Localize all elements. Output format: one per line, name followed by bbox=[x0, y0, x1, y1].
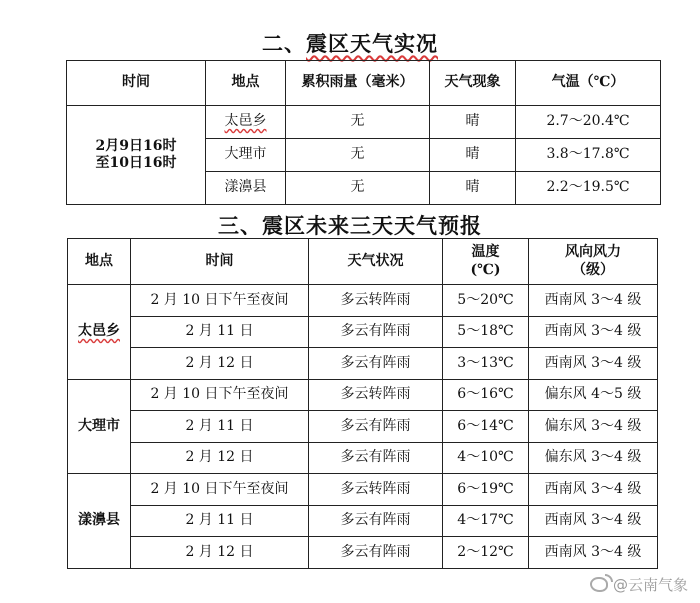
obs-header-temp: 气温（℃） bbox=[516, 61, 661, 106]
fc-header-wind: 风向风力 （级） bbox=[529, 239, 658, 285]
forecast-table bbox=[67, 238, 658, 569]
fc-temp: 4～17℃ bbox=[443, 505, 529, 537]
fc-weather: 多云有阵雨 bbox=[309, 411, 443, 443]
fc-temp: 6～16℃ bbox=[443, 379, 529, 411]
observation-table bbox=[66, 60, 661, 205]
obs-temp: 2.7～20.4℃ bbox=[516, 106, 661, 139]
weibo-watermark bbox=[590, 574, 688, 595]
fc-wind: 西南风 3～4 级 bbox=[529, 474, 658, 506]
obs-weather: 晴 bbox=[430, 139, 516, 172]
fc-time: 2 月 12 日 bbox=[131, 442, 309, 474]
table-row bbox=[68, 316, 658, 348]
obs-header-time: 时间 bbox=[67, 61, 206, 106]
observation-header-row bbox=[67, 61, 661, 106]
obs-place: 太邑乡 bbox=[224, 113, 267, 130]
fc-time: 2 月 10 日下午至夜间 bbox=[131, 474, 309, 506]
obs-time-range: 2月9日16时 至10日16时 bbox=[67, 106, 206, 205]
obs-weather: 晴 bbox=[430, 172, 516, 205]
obs-place: 漾濞县 bbox=[206, 172, 286, 205]
obs-weather: 晴 bbox=[430, 106, 516, 139]
fc-time: 2 月 10 日下午至夜间 bbox=[131, 379, 309, 411]
fc-temp: 2～12℃ bbox=[443, 537, 529, 569]
fc-wind: 西南风 3～4 级 bbox=[529, 285, 658, 317]
fc-place: 太邑乡 bbox=[68, 285, 131, 380]
fc-header-weather: 天气状况 bbox=[309, 239, 443, 285]
obs-header-rain: 累积雨量（毫米） bbox=[286, 61, 430, 106]
fc-wind: 西南风 3～4 级 bbox=[529, 537, 658, 569]
fc-place: 漾濞县 bbox=[68, 474, 131, 569]
table-row bbox=[68, 474, 658, 506]
fc-weather: 多云有阵雨 bbox=[309, 348, 443, 380]
fc-temp: 5～20℃ bbox=[443, 285, 529, 317]
fc-temp: 4～10℃ bbox=[443, 442, 529, 474]
fc-time: 2 月 10 日下午至夜间 bbox=[131, 285, 309, 317]
obs-rain: 无 bbox=[286, 172, 430, 205]
fc-weather: 多云转阵雨 bbox=[309, 474, 443, 506]
obs-rain: 无 bbox=[286, 106, 430, 139]
table-row bbox=[68, 348, 658, 380]
fc-header-temp: 温度 (℃) bbox=[443, 239, 529, 285]
fc-place: 大理市 bbox=[68, 379, 131, 474]
obs-place: 大理市 bbox=[206, 139, 286, 172]
fc-temp: 6～19℃ bbox=[443, 474, 529, 506]
section3-title: 三、震区未来三天天气预报 bbox=[218, 214, 482, 238]
fc-header-place: 地点 bbox=[68, 239, 131, 285]
obs-header-weather: 天气现象 bbox=[430, 61, 516, 106]
obs-temp: 2.2～19.5℃ bbox=[516, 172, 661, 205]
weibo-icon bbox=[590, 577, 608, 592]
fc-temp: 5～18℃ bbox=[443, 316, 529, 348]
obs-header-place: 地点 bbox=[206, 61, 286, 106]
table-row bbox=[67, 106, 661, 139]
fc-time: 2 月 12 日 bbox=[131, 348, 309, 380]
obs-temp: 3.8～17.8℃ bbox=[516, 139, 661, 172]
fc-temp: 3～13℃ bbox=[443, 348, 529, 380]
section2-title: 二、震区天气实况 bbox=[262, 32, 438, 56]
watermark-text: @云南气象 bbox=[612, 576, 688, 594]
fc-wind: 偏东风 3～4 级 bbox=[529, 442, 658, 474]
fc-wind: 西南风 3～4 级 bbox=[529, 316, 658, 348]
table-row bbox=[68, 285, 658, 317]
fc-wind: 西南风 3～4 级 bbox=[529, 505, 658, 537]
fc-weather: 多云有阵雨 bbox=[309, 505, 443, 537]
obs-rain: 无 bbox=[286, 139, 430, 172]
table-row bbox=[68, 411, 658, 443]
fc-header-time: 时间 bbox=[131, 239, 309, 285]
fc-weather: 多云有阵雨 bbox=[309, 537, 443, 569]
fc-weather: 多云有阵雨 bbox=[309, 316, 443, 348]
fc-time: 2 月 11 日 bbox=[131, 316, 309, 348]
fc-wind: 偏东风 3～4 级 bbox=[529, 411, 658, 443]
fc-time: 2 月 11 日 bbox=[131, 505, 309, 537]
fc-wind: 西南风 3～4 级 bbox=[529, 348, 658, 380]
fc-wind: 偏东风 4～5 级 bbox=[529, 379, 658, 411]
fc-weather: 多云转阵雨 bbox=[309, 285, 443, 317]
table-row bbox=[68, 379, 658, 411]
table-row bbox=[68, 442, 658, 474]
fc-weather: 多云有阵雨 bbox=[309, 442, 443, 474]
fc-weather: 多云转阵雨 bbox=[309, 379, 443, 411]
table-row bbox=[68, 537, 658, 569]
section2-title-main: 震区天气实况 bbox=[306, 32, 438, 56]
forecast-header-row bbox=[68, 239, 658, 285]
fc-temp: 6～14℃ bbox=[443, 411, 529, 443]
fc-time: 2 月 11 日 bbox=[131, 411, 309, 443]
fc-time: 2 月 12 日 bbox=[131, 537, 309, 569]
table-row bbox=[68, 505, 658, 537]
